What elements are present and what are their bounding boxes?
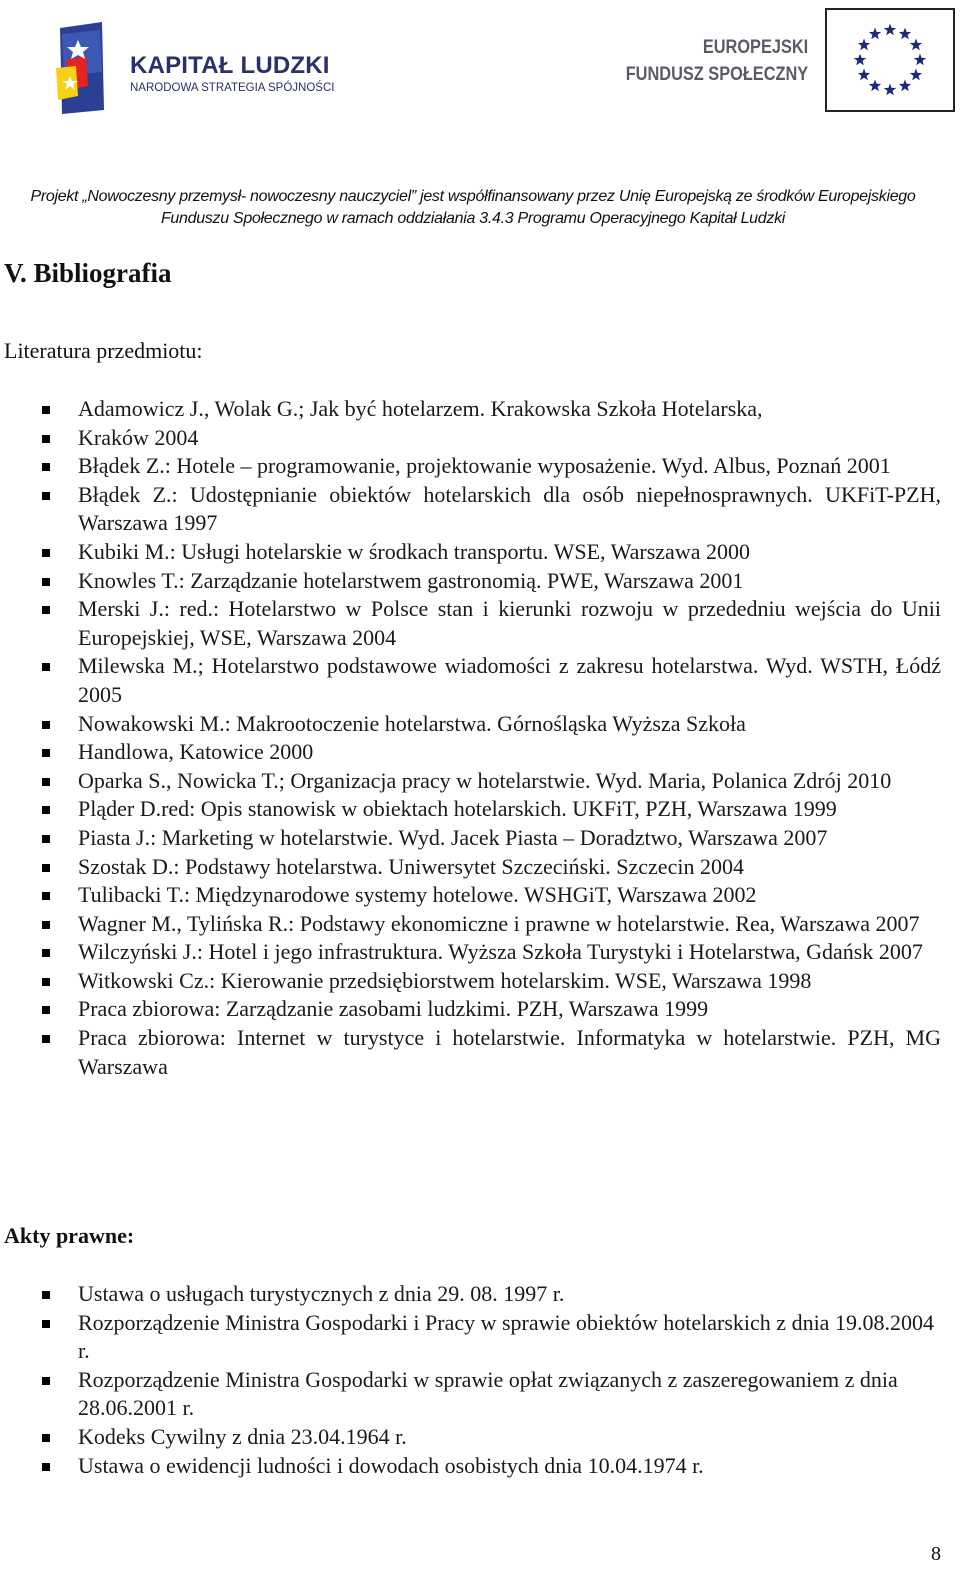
bullet-icon <box>42 435 50 443</box>
list-item: Milewska M.; Hotelarstwo podstawowe wiadomości z zakresu hotelarstwa. Wyd. WSTH, Łódź 2005 <box>78 652 941 709</box>
legal-acts-label: Akty prawne: <box>4 1223 135 1248</box>
list-item: Pląder D.red: Opis stanowisk w obiektach hotelarskich. UKFiT, PZH, Warszawa 1999 <box>78 795 941 824</box>
bullet-icon <box>42 949 50 957</box>
list-item: Adamowicz J., Wolak G.; Jak być hotelarzem. Krakowska Szkoła Hotelarska, <box>78 395 941 424</box>
efs-logo-text <box>626 34 808 88</box>
bullet-icon <box>42 1377 50 1385</box>
eu-flag-icon <box>825 8 955 112</box>
bullet-icon <box>42 892 50 900</box>
bullet-icon <box>42 1035 50 1043</box>
list-item: Merski J.: red.: Hotelarstwo w Polsce stan i kierunki rozwoju w przededniu wejścia do Unii Europejskiej, WSE, Warszawa 2004 <box>78 595 941 652</box>
list-item: Ustawa o usługach turystycznych z dnia 29. 08. 1997 r. <box>78 1280 941 1309</box>
project-note-line-1: Projekt „Nowoczesny przemysł- nowoczesny nauczyciel” jest współfinansowany przez Unię Europejską ze środków Europejskiego <box>30 188 916 205</box>
bullet-icon <box>42 1291 50 1299</box>
list-item: Praca zbiorowa: Internet w turystyce i hotelarstwie. Informatyka w hotelarstwie. PZH, MG Warszawa <box>78 1024 941 1081</box>
literature-list <box>78 395 941 1081</box>
bullet-icon <box>42 1463 50 1471</box>
list-item: Błądek Z.: Udostępnianie obiektów hotelarskich dla osób niepełnosprawnych. UKFiT-PZH, Warszawa 1997 <box>78 481 941 538</box>
list-item: Wagner M., Tylińska R.: Podstawy ekonomiczne i prawne w hotelarstwie. Rea, Warszawa 2007 <box>78 910 941 939</box>
kapital-ludzki-emblem-icon <box>52 22 112 114</box>
list-item: Tulibacki T.: Międzynarodowe systemy hotelowe. WSHGiT, Warszawa 2002 <box>78 881 941 910</box>
list-item: Nowakowski M.: Makrootoczenie hotelarstwa. Górnośląska Wyższa Szkoła <box>78 710 941 739</box>
section-heading: V. Bibliografia <box>4 258 172 288</box>
bullet-icon <box>42 406 50 414</box>
list-item: Wilczyński J.: Hotel i jego infrastruktura. Wyższa Szkoła Turystyki i Hotelarstwa, Gdańsk 2007 <box>78 938 941 967</box>
efs-logo <box>625 8 958 112</box>
bullet-icon <box>42 663 50 671</box>
kapital-ludzki-logo <box>52 22 352 114</box>
bullet-icon <box>42 606 50 614</box>
legal-acts-list <box>78 1280 941 1480</box>
bullet-icon <box>42 463 50 471</box>
list-item: Rozporządzenie Ministra Gospodarki w sprawie opłat związanych z zaszeregowaniem z dnia 28.06.2001 r. <box>78 1366 941 1423</box>
bullet-icon <box>42 978 50 986</box>
list-item: Knowles T.: Zarządzanie hotelarstwem gastronomią. PWE, Warszawa 2001 <box>78 567 941 596</box>
project-cofinancing-note <box>0 186 946 230</box>
bullet-icon <box>42 864 50 872</box>
bullet-icon <box>42 921 50 929</box>
list-item: Szostak D.: Podstawy hotelarstwa. Uniwersytet Szczeciński. Szczecin 2004 <box>78 853 941 882</box>
list-item: Kodeks Cywilny z dnia 23.04.1964 r. <box>78 1423 941 1452</box>
bullet-icon <box>42 1320 50 1328</box>
list-item: Piasta J.: Marketing w hotelarstwie. Wyd. Jacek Piasta – Doradztwo, Warszawa 2007 <box>78 824 941 853</box>
bullet-icon <box>42 1434 50 1442</box>
list-item: Kubiki M.: Usługi hotelarskie w środkach transportu. WSE, Warszawa 2000 <box>78 538 941 567</box>
list-item: Handlowa, Katowice 2000 <box>78 738 941 767</box>
page-number: 8 <box>931 1543 941 1565</box>
bullet-icon <box>42 492 50 500</box>
efs-line-2: FUNDUSZ SPOŁECZNY <box>625 64 808 85</box>
literature-label: Literatura przedmiotu: <box>4 338 203 363</box>
bullet-icon <box>42 749 50 757</box>
list-item: Błądek Z.: Hotele – programowanie, projektowanie wyposażenie. Wyd. Albus, Poznań 2001 <box>78 452 941 481</box>
bullet-icon <box>42 806 50 814</box>
kapital-ludzki-name: KAPITAŁ LUDZKI <box>130 52 330 79</box>
bullet-icon <box>42 778 50 786</box>
bullet-icon <box>42 835 50 843</box>
list-item: Rozporządzenie Ministra Gospodarki i Pracy w sprawie obiektów hotelarskich z dnia 19.08.2004 r. <box>78 1309 941 1366</box>
project-note-line-2: Funduszu Społecznego w ramach oddziałania 3.4.3 Programu Operacyjnego Kapitał Ludzki <box>160 210 786 227</box>
bullet-icon <box>42 1006 50 1014</box>
bullet-icon <box>42 721 50 729</box>
efs-line-1: EUROPEJSKI <box>702 37 808 58</box>
list-item: Oparka S., Nowicka T.; Organizacja pracy w hotelarstwie. Wyd. Maria, Polanica Zdrój 2010 <box>78 767 941 796</box>
list-item: Kraków 2004 <box>78 424 941 453</box>
bullet-icon <box>42 578 50 586</box>
list-item: Praca zbiorowa: Zarządzanie zasobami ludzkimi. PZH, Warszawa 1999 <box>78 995 941 1024</box>
list-item: Ustawa o ewidencji ludności i dowodach osobistych dnia 10.04.1974 r. <box>78 1452 941 1481</box>
kapital-ludzki-subtitle: NARODOWA STRATEGIA SPÓJNOŚCI <box>130 82 335 94</box>
bullet-icon <box>42 549 50 557</box>
list-item: Witkowski Cz.: Kierowanie przedsiębiorstwem hotelarskim. WSE, Warszawa 1998 <box>78 967 941 996</box>
